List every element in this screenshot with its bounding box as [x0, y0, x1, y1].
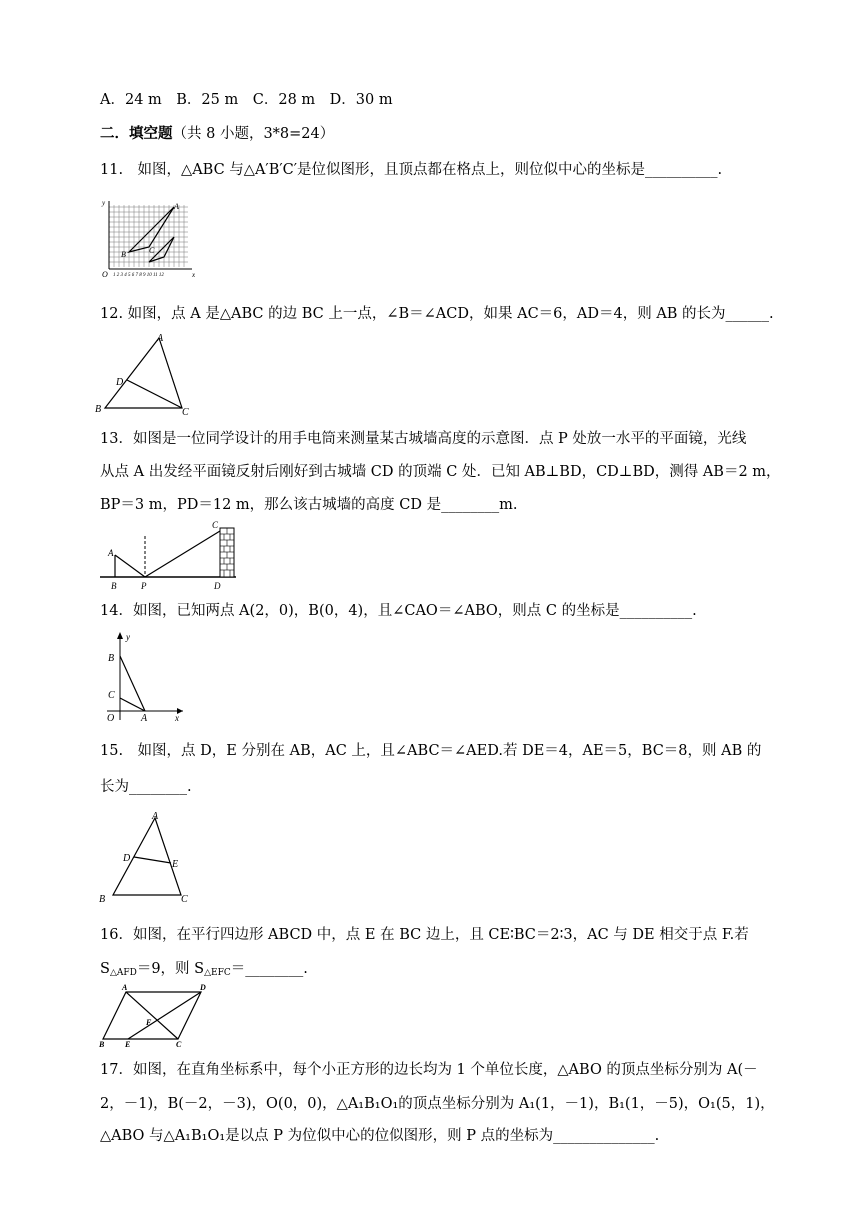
- options-line: A．24 m B．25 m C．28 m D．30 m: [100, 92, 393, 108]
- q15-segment-de: [134, 857, 171, 863]
- q16-label-f: F: [146, 1018, 152, 1027]
- q15-label-a: A: [152, 811, 159, 822]
- q12-label-a: A: [157, 333, 164, 344]
- q12-label-b: B: [95, 404, 102, 415]
- q15-figure: [96, 808, 196, 904]
- q16-sub-efc: △EFC: [204, 968, 231, 978]
- q12-text: 12. 如图，点 A 是△ABC 的边 BC 上一点，∠B＝∠ACD，如果 AC＝6，AD＝4，则 AB 的长为______.: [100, 306, 774, 322]
- q13-label-a: A: [108, 548, 114, 558]
- q16-label-b: B: [99, 1040, 105, 1049]
- q13-line1: 13．如图是一位同学设计的用手电筒来测量某古城墙高度的示意图．点 P 处放一水平的平面镜，光线: [100, 431, 747, 447]
- q11-label-b: B: [121, 250, 126, 259]
- q11-text: 11. 如图，△ABC 与△A′B′C′是位似图形，且顶点都在格点上，则位似中心的坐标是__________.: [100, 162, 723, 178]
- q11-label-y: y: [102, 199, 106, 207]
- q17-line3: △ABO 与△A₁B₁O₁是以点 P 为位似中心的位似图形，则 P 点的坐标为______________.: [100, 1128, 660, 1144]
- q11-figure: [100, 197, 200, 279]
- q16-line1: 16．如图，在平行四边形 ABCD 中，点 E 在 BC 边上，且 CE∶BC＝2∶3，AC 与 DE 相交于点 F.若: [100, 927, 749, 943]
- q11-label-x: x: [192, 271, 196, 279]
- q14-segment-ac: [120, 698, 145, 711]
- q12-triangle: [105, 338, 182, 408]
- q11-label-a: A: [174, 202, 179, 211]
- q16-label-c: C: [176, 1040, 182, 1049]
- q13-ray-ap: [115, 555, 145, 577]
- q14-label-o: O: [107, 713, 115, 724]
- q13-label-b: B: [111, 581, 117, 591]
- q13-line2: 从点 A 出发经平面镜反射后刚好到古城墙 CD 的顶端 C 处．已知 AB⊥BD，CD⊥BD，测得 AB＝2 m，: [100, 464, 781, 480]
- q11-label-c: C: [149, 246, 155, 255]
- section-note: （共 8 小题，3*8=24）: [172, 126, 335, 142]
- q13-figure: [96, 518, 246, 592]
- q17-line1: 17．如图，在直角坐标系中，每个小正方形的边长均为 1 个单位长度，△ABO 的顶点坐标分别为 A(－: [100, 1062, 758, 1078]
- q13-label-p: P: [141, 581, 147, 591]
- q12-figure: [95, 331, 189, 418]
- q14-segment-ab: [120, 656, 145, 711]
- q12-label-c: C: [182, 407, 189, 418]
- q16-label-d: D: [200, 983, 206, 992]
- q16-tail: ＝________.: [230, 961, 308, 977]
- q13-line3: BP＝3 m，PD＝12 m，那么该古城墙的高度 CD 是________m.: [100, 497, 518, 513]
- q14-label-a: A: [141, 713, 148, 724]
- section-title: 二．填空题: [100, 125, 173, 142]
- q15-label-c: C: [181, 894, 188, 905]
- q13-label-d: D: [214, 581, 221, 591]
- q12-label-d: D: [116, 377, 124, 388]
- q16-label-e: E: [125, 1040, 131, 1049]
- q16-mid: ＝9，则 S: [136, 961, 205, 977]
- q14-label-c: C: [108, 690, 115, 701]
- q16-line2: [100, 959, 764, 983]
- q15-line1: 15. 如图，点 D，E 分别在 AB，AC 上，且∠ABC＝∠AED.若 DE＝4，AE＝5，BC＝8，则 AB 的: [100, 743, 762, 759]
- q14-label-y: y: [126, 632, 130, 642]
- section-heading: [100, 124, 764, 144]
- q16-label-a: A: [122, 983, 128, 992]
- q11-tick-labels: 1 2 3 4 5 6 7 8 9 10 11 12: [113, 273, 164, 278]
- q16-figure: [96, 981, 216, 1047]
- q14-label-b: B: [108, 653, 115, 664]
- q11-label-o: O: [102, 270, 108, 279]
- q17-line2: 2，－1)，B(－2，－3)，O(0，0)，△A₁B₁O₁的顶点坐标分别为 A₁(1，－1)，B₁(1，－5)，O₁(5，1)，: [100, 1096, 775, 1112]
- q13-label-c: C: [212, 520, 219, 530]
- q15-line2: 长为________.: [100, 779, 192, 795]
- q14-y-arrow: [117, 632, 123, 639]
- q15-label-e: E: [172, 859, 179, 870]
- q13-ray-pc: [145, 531, 220, 577]
- q15-label-d: D: [123, 853, 131, 864]
- q14-label-x: x: [175, 713, 179, 723]
- q16-diagonal-ac: [126, 992, 178, 1039]
- q14-figure: [103, 630, 188, 723]
- q15-label-b: B: [99, 894, 106, 905]
- q14-text: 14．如图，已知两点 A(2，0)，B(0，4)，且∠CAO＝∠ABO，则点 C 的坐标是__________.: [100, 603, 697, 619]
- q16-s1: S: [100, 961, 110, 977]
- q16-sub-afd: △AFD: [109, 968, 137, 978]
